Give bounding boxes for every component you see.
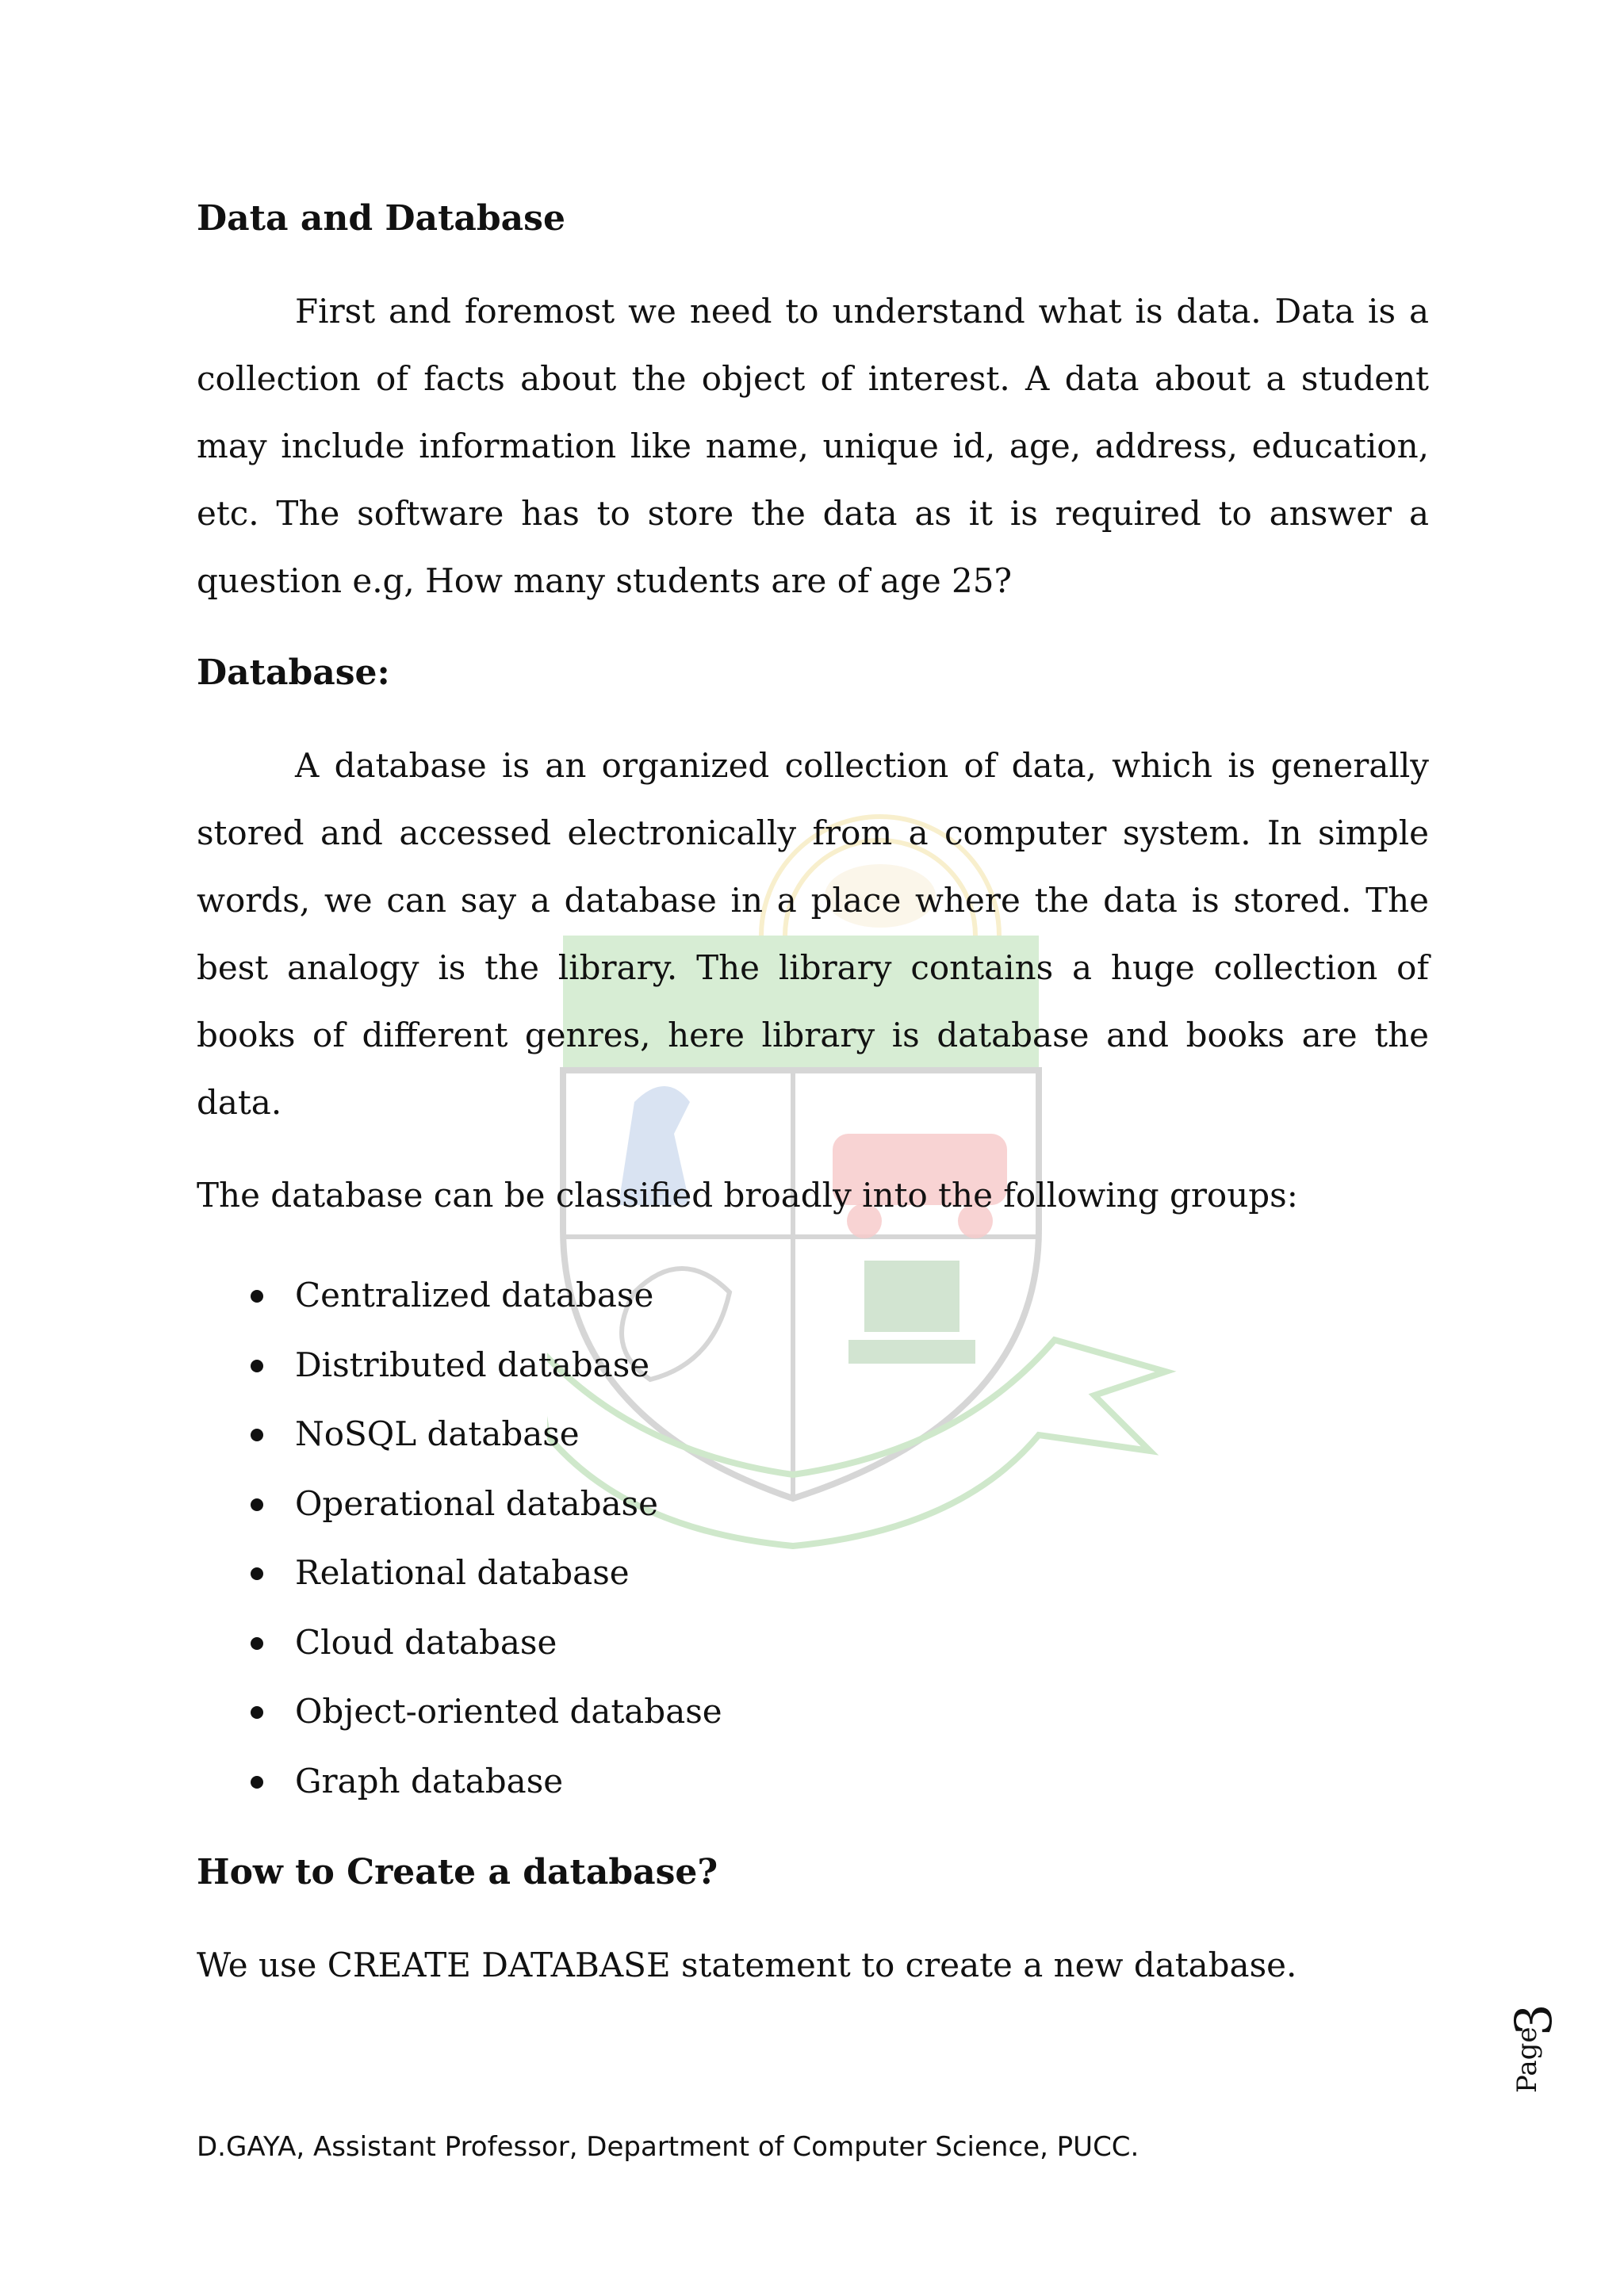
page-number <box>1505 1998 1564 2101</box>
list-item: Operational database <box>197 1469 1429 1539</box>
list-item: Graph database <box>197 1747 1429 1816</box>
heading-create-database: How to Create a database? <box>197 1852 718 1892</box>
paragraph-database-definition: A database is an organized collection of data, which is generally stored and accessed electronically from a computer system. In simple words, we can say a database in a place where the data is stored. The best analogy is the library. The library contains a huge collection of books of different genres, here library is database and books are the data. <box>197 746 1429 1122</box>
heading-data-and-database: Data and Database <box>197 198 565 239</box>
page-label: Page <box>1511 2026 1543 2093</box>
paragraph-classification-intro: The database can be classified broadly into the following groups: <box>197 1176 1298 1215</box>
document-body <box>197 190 1429 1999</box>
page-footer: D.GAYA, Assistant Professor, Department of Computer Science, PUCC. <box>197 2131 1139 2163</box>
list-item: Relational database <box>197 1538 1429 1608</box>
list-item: Cloud database <box>197 1608 1429 1678</box>
list-item: Distributed database <box>197 1330 1429 1400</box>
list-item: Object-oriented database <box>197 1677 1429 1747</box>
paragraph-create-database: We use CREATE DATABASE statement to create a new database. <box>197 1946 1297 1984</box>
heading-database: Database: <box>197 652 390 693</box>
list-item: NoSQL database <box>197 1399 1429 1469</box>
page-number-value: 3 <box>1505 2003 1564 2036</box>
database-groups-list <box>197 1261 1429 1816</box>
paragraph-data-definition: First and foremost we need to understand what is data. Data is a collection of facts about the object of interest. A data about a student may include information like name, unique id, age, address, education, etc. The software has to store the data as it is required to answer a question e.g, How many students are of age 25? <box>197 292 1429 600</box>
list-item: Centralized database <box>197 1261 1429 1330</box>
